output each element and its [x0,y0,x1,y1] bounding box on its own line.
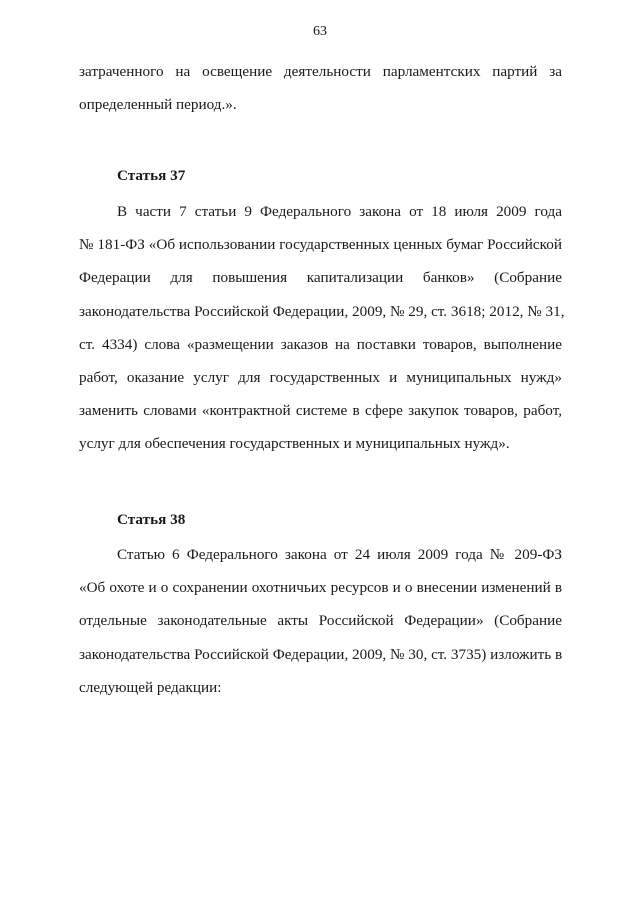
paragraph-line: определенный период.». [79,96,237,114]
article-38-paragraph [79,538,562,704]
paragraph-line: № 181-ФЗ «Об использовании государственных ценных бумаг Российской [79,236,562,254]
paragraph-line: ст. 4334) слова «размещении заказов на поставки товаров, выполнение [79,335,562,353]
page-number: 63 [313,24,327,39]
paragraph-line: Статью 6 Федерального закона от 24 июля 2009 года № 209-ФЗ [117,546,562,563]
paragraph-line: затраченного на освещение деятельности парламентских партий за [79,63,562,80]
article-37-paragraph [79,195,565,461]
paragraph-line: отдельные законодательные акты Российской Федерации» (Собрание [79,612,562,630]
paragraph-line: В части 7 статьи 9 Федерального закона от 18 июля 2009 года [117,203,562,220]
paragraph-line: Федерации для повышения капитализации банков» (Собрание [79,269,562,287]
article-37-heading: Статья 37 [117,167,186,184]
paragraph-line: работ, оказание услуг для государственных и муниципальных нужд» [79,368,562,386]
paragraph-line: услуг для обеспечения государственных и муниципальных нужд». [79,435,510,453]
continuation-paragraph [79,55,562,121]
paragraph-line: законодательства Российской Федерации, 2009, № 29, ст. 3618; 2012, № 31, [79,302,565,320]
paragraph-line: следующей редакции: [79,678,222,696]
paragraph-line: «Об охоте и о сохранении охотничьих ресурсов и о внесении изменений в [79,579,562,597]
paragraph-line: законодательства Российской Федерации, 2009, № 30, ст. 3735) изложить в [79,645,563,663]
paragraph-line: заменить словами «контрактной системе в сфере закупок товаров, работ, [79,402,562,420]
article-38-heading: Статья 38 [117,511,186,528]
